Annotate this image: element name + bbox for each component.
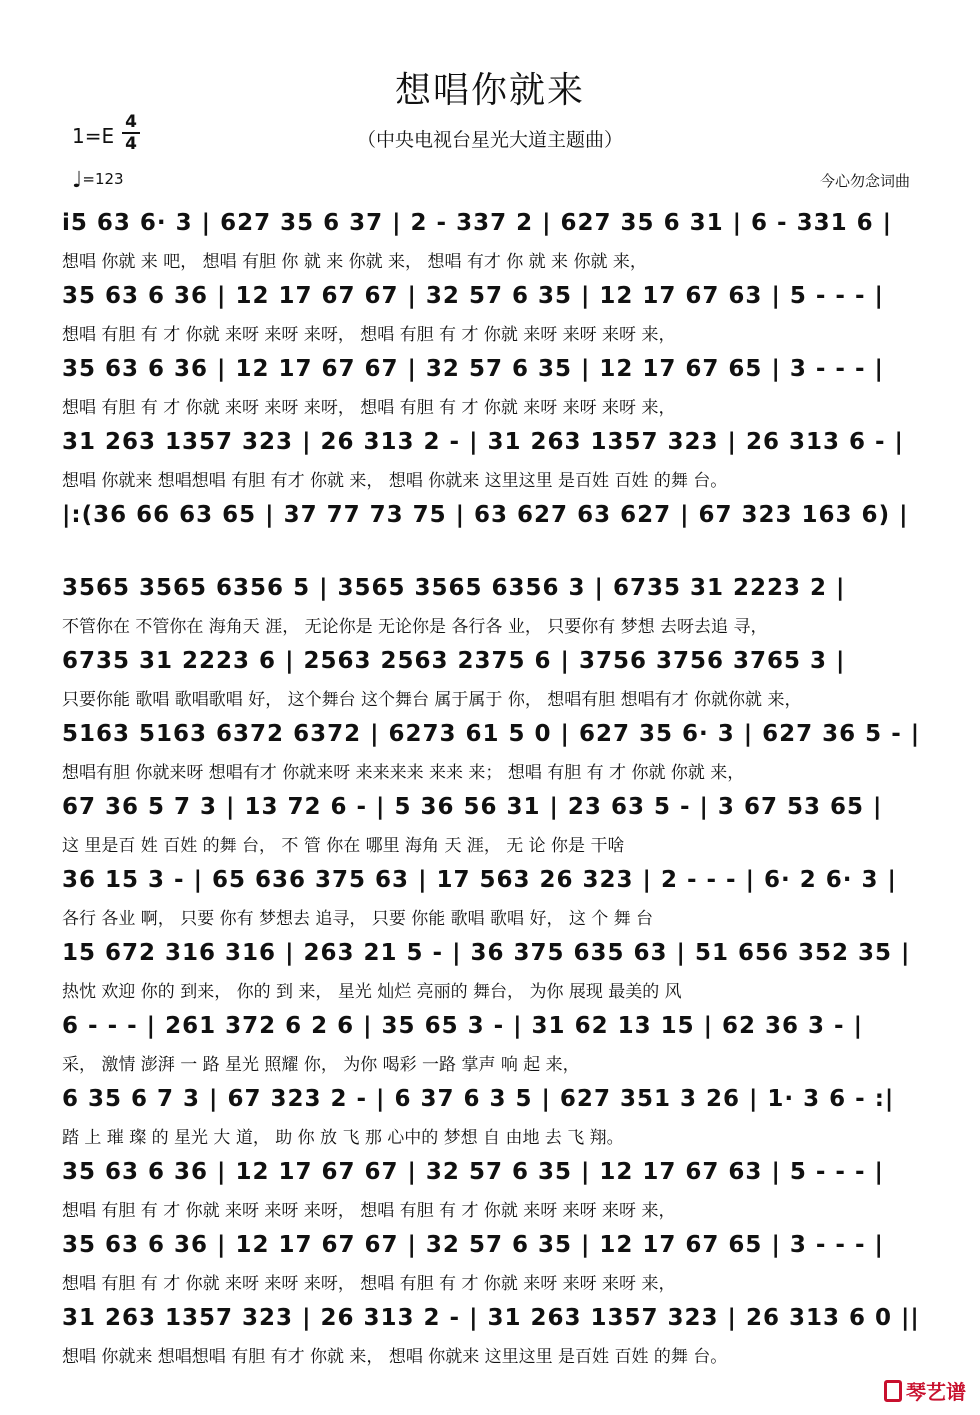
time-signature: [122, 113, 140, 153]
score-line: [62, 1295, 922, 1365]
site-logo: [884, 1376, 966, 1405]
lyrics-row: 踏 上 璀 璨 的 星光 大 道， 助 你 放 飞 那 心中的 梦想 自 由地 去 飞 翔。: [62, 1128, 624, 1147]
lyrics-row: 各行 各业 啊， 只要 你有 梦想去 追寻， 只要 你能 歌唱 歌唱 好， 这 个 舞 台: [62, 909, 654, 928]
score-line: [62, 784, 922, 854]
logo-icon: [884, 1380, 902, 1402]
score-line: [62, 638, 922, 708]
score-line: [62, 1076, 922, 1146]
lyrics-row: 想唱 你就 来 吧， 想唱 有胆 你 就 来 你就 来， 想唱 有才 你 就 来 你就 来，: [62, 252, 647, 271]
score-line: [62, 930, 922, 1000]
notation-row: 6 - - - | 261 372 6 2 6 | 35 65 3 - | 31 62 13 15 | 62 36 3 - |: [62, 1013, 864, 1039]
song-title: 想唱你就来: [394, 70, 585, 111]
score-line: [62, 565, 922, 635]
notation-row: 35 63 6 36 | 12 17 67 67 | 32 57 6 35 | 12 17 67 63 | 5 - - - |: [62, 1159, 884, 1185]
lyrics-row: 想唱 你就来 想唱想唱 有胆 有才 你就 来， 想唱 你就来 这里这里 是百姓 百姓 的舞 台。: [62, 1347, 728, 1366]
notation-row: 31 263 1357 323 | 26 313 2 - | 31 263 1357 323 | 26 313 6 0 ||: [62, 1305, 920, 1331]
lyrics-row: 采， 激情 澎湃 一 路 星光 照耀 你， 为你 喝彩 一路 掌声 响 起 来，: [62, 1055, 580, 1074]
lyrics-row: 热忱 欢迎 你的 到来， 你的 到 来， 星光 灿烂 亮丽的 舞台， 为你 展现 最美的 风: [62, 982, 682, 1001]
notation-row: 35 63 6 36 | 12 17 67 67 | 32 57 6 35 | 12 17 67 65 | 3 - - - |: [62, 356, 884, 382]
score-line: [62, 1222, 922, 1292]
time-signature-top: 4: [125, 112, 137, 132]
key-signature: 1=E: [72, 124, 115, 148]
time-signature-bottom: 4: [125, 134, 137, 154]
lyrics-row: 不管你在 不管你在 海角天 涯， 无论你是 无论你是 各行各 业， 只要你有 梦想 去呀去追 寻，: [62, 617, 768, 636]
notation-row: 67 36 5 7 3 | 13 72 6 - | 5 36 56 31 | 23 63 5 - | 3 67 53 65 |: [62, 794, 883, 820]
score-line: [62, 1149, 922, 1219]
score-line: [62, 1003, 922, 1073]
score-line: [62, 857, 922, 927]
tempo-marking: [72, 168, 124, 193]
notation-row: 31 263 1357 323 | 26 313 2 - | 31 263 1357 323 | 26 313 6 - |: [62, 429, 904, 455]
notation-row: 5163 5163 6372 6372 | 6273 61 5 0 | 627 35 6· 3 | 627 36 5 - |: [62, 721, 921, 747]
notation-row: 36 15 3 - | 65 636 375 63 | 17 563 26 323 | 2 - - - | 6· 2 6· 3 |: [62, 867, 897, 893]
quarter-note-icon: ♩: [72, 168, 83, 193]
lyrics-row: [62, 539, 922, 563]
notation-row: |:(36 66 63 65 | 37 77 73 75 | 63 627 63 627 | 67 323 163 6) |: [62, 502, 909, 528]
lyrics-row: 想唱 有胆 有 才 你就 来呀 来呀 来呀， 想唱 有胆 有 才 你就 来呀 来呀 来呀 来，: [62, 1201, 676, 1220]
notation-row: 35 63 6 36 | 12 17 67 67 | 32 57 6 35 | 12 17 67 65 | 3 - - - |: [62, 1232, 884, 1258]
tempo-value: =123: [82, 170, 124, 188]
lyrics-row: 想唱 有胆 有 才 你就 来呀 来呀 来呀， 想唱 有胆 有 才 你就 来呀 来呀 来呀 来，: [62, 325, 676, 344]
score-line: [62, 273, 922, 343]
logo-text: 琴艺谱: [906, 1380, 966, 1404]
lyrics-row: 想唱 有胆 有 才 你就 来呀 来呀 来呀， 想唱 有胆 有 才 你就 来呀 来呀 来呀 来，: [62, 1274, 676, 1293]
author-credit: 今心勿念词曲: [819, 172, 910, 190]
notation-row: 3565 3565 6356 5 | 3565 3565 6356 3 | 6735 31 2223 2 |: [62, 575, 846, 601]
lyrics-row: 只要你能 歌唱 歌唱歌唱 好， 这个舞台 这个舞台 属于属于 你， 想唱有胆 想唱有才 你就你就 来，: [62, 690, 802, 709]
notation-row: 15 672 316 316 | 263 21 5 - | 36 375 635 63 | 51 656 352 35 |: [62, 940, 911, 966]
lyrics-row: 这 里是百 姓 百姓 的舞 台， 不 管 你在 哪里 海角 天 涯， 无 论 你是 干啥: [62, 836, 625, 855]
notation-row: i5 63 6· 3 | 627 35 6 37 | 2 - 337 2 | 627 35 6 31 | 6 - 331 6 |: [62, 210, 892, 236]
lyrics-row: 想唱有胆 你就来呀 想唱有才 你就来呀 来来来来 来来 来； 想唱 有胆 有 才 你就 你就 来，: [62, 763, 745, 782]
lyrics-row: 想唱 有胆 有 才 你就 来呀 来呀 来呀， 想唱 有胆 有 才 你就 来呀 来呀 来呀 来，: [62, 398, 676, 417]
notation-row: 35 63 6 36 | 12 17 67 67 | 32 57 6 35 | 12 17 67 63 | 5 - - - |: [62, 283, 884, 309]
notation-row: 6 35 6 7 3 | 67 323 2 - | 6 37 6 3 5 | 627 351 3 26 | 1· 3 6 - :|: [62, 1086, 895, 1112]
notation-row: 6735 31 2223 6 | 2563 2563 2375 6 | 3756 3756 3765 3 |: [62, 648, 846, 674]
score-line: [62, 200, 922, 270]
score-line: [62, 419, 922, 489]
score-line: [62, 711, 922, 781]
song-subtitle: （中央电视台星光大道主题曲）: [356, 129, 623, 151]
score-line: [62, 492, 922, 562]
lyrics-row: 想唱 你就来 想唱想唱 有胆 有才 你就 来， 想唱 你就来 这里这里 是百姓 百姓 的舞 台。: [62, 471, 728, 490]
score-line: [62, 346, 922, 416]
